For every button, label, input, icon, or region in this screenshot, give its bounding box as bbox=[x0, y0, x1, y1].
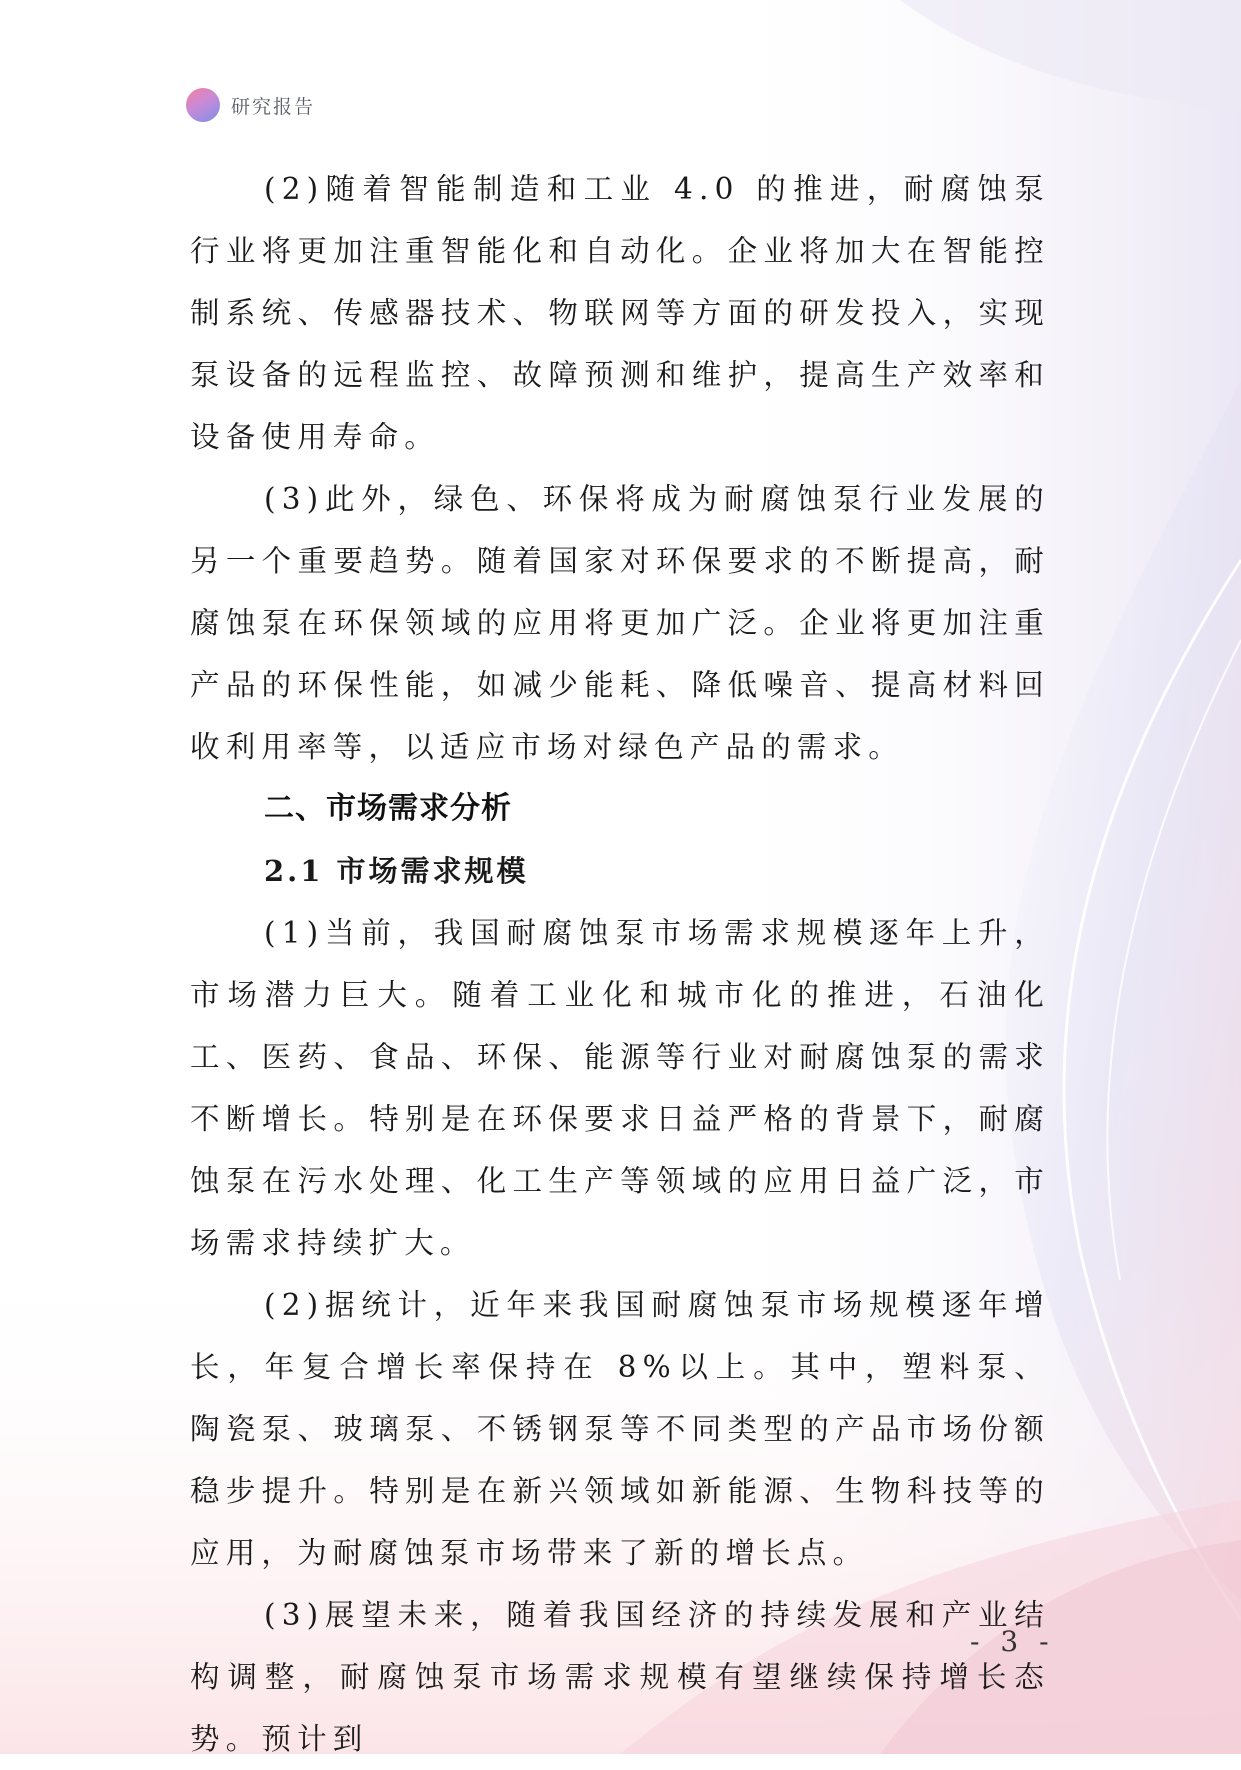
report-header bbox=[186, 88, 315, 122]
paragraph: (3)展望未来，随着我国经济的持续发展和产业结构调整，耐腐蚀泵市场需求规模有望继续保持增长态势。预计到 bbox=[190, 1598, 1050, 1756]
logo-circle-icon bbox=[186, 88, 220, 122]
paragraph: (1)当前，我国耐腐蚀泵市场需求规模逐年上升，市场潜力巨大。随着工业化和城市化的推进，石油化工、医药、食品、环保、能源等行业对耐腐蚀泵的需求不断增长。特别是在环保要求日益严格的背景下，耐腐蚀泵在污水处理、化工生产等领域的应用日益广泛，市场需求持续扩大。 bbox=[190, 916, 1050, 1260]
document-body bbox=[190, 158, 1050, 1770]
paragraph: (3)此外，绿色、环保将成为耐腐蚀泵行业发展的另一个重要趋势。随着国家对环保要求的不断提高，耐腐蚀泵在环保领域的应用将更加广泛。企业将更加注重产品的环保性能，如减少能耗、降低噪音、提高材料回收利用率等，以适应市场对绿色产品的需求。 bbox=[190, 482, 1050, 764]
section-heading: 二、市场需求分析 bbox=[264, 791, 512, 826]
header-label: 研究报告 bbox=[231, 95, 316, 118]
paragraph: (2)据统计，近年来我国耐腐蚀泵市场规模逐年增长，年复合增长率保持在 8%以上。其中，塑料泵、陶瓷泵、玻璃泵、不锈钢泵等不同类型的产品市场份额稳步提升。特别是在新兴领域如新能源、生物科技等的应用，为耐腐蚀泵市场带来了新的增长点。 bbox=[190, 1288, 1050, 1570]
subsection-heading: 2.1 市场需求规模 bbox=[264, 854, 529, 888]
paragraph: (2)随着智能制造和工业 4.0 的推进，耐腐蚀泵行业将更加注重智能化和自动化。企业将加大在智能控制系统、传感器技术、物联网等方面的研发投入，实现泵设备的远程监控、故障预测和维护，提高生产效率和设备使用寿命。 bbox=[190, 172, 1050, 454]
page-number: - 3 - bbox=[970, 1625, 1055, 1658]
